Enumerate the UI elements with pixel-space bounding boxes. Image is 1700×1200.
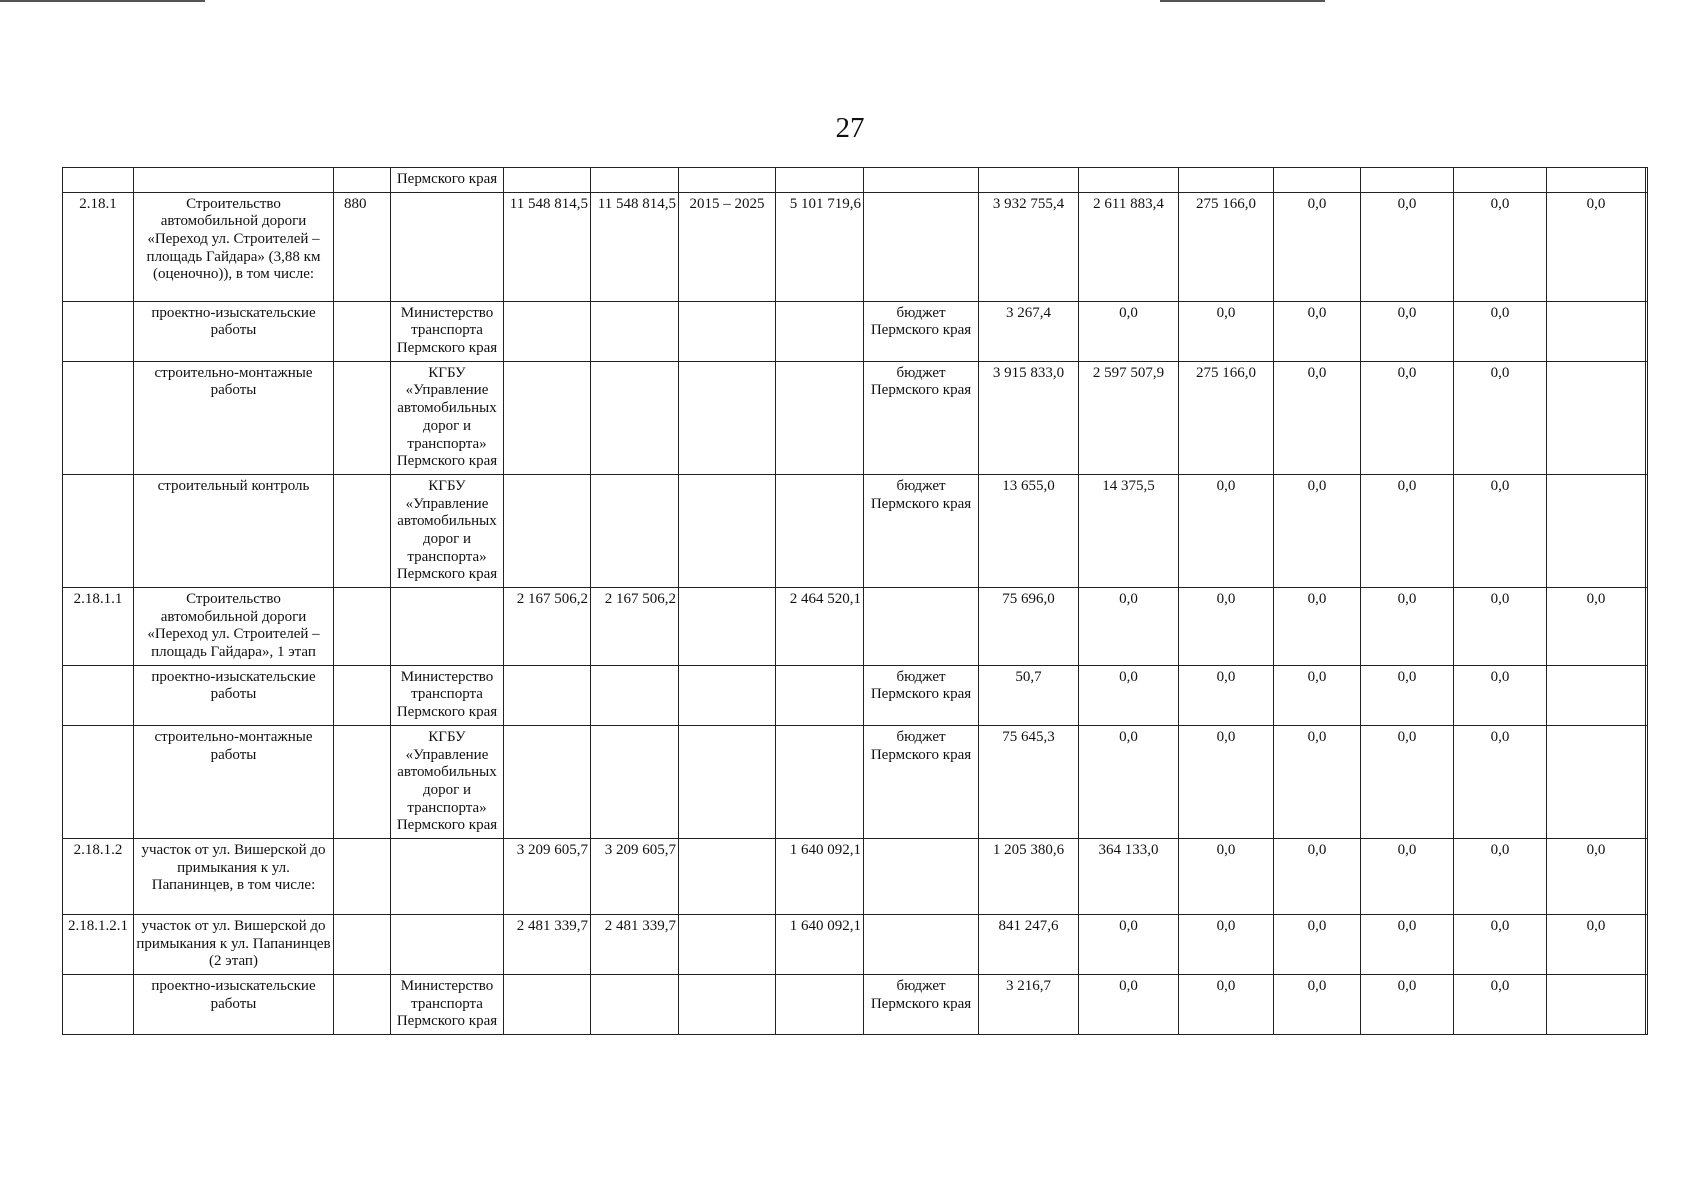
cell-y6: 0,0 (1454, 914, 1547, 974)
cell-name: проектно-изыскательские работы (134, 665, 334, 725)
cell-name: Строительство автомобильной дороги «Переход ул. Строителей – площадь Гайдара», 1 этап (134, 588, 334, 666)
table-row (63, 838, 1648, 914)
cell-source: бюджет Пермского края (864, 665, 979, 725)
cell-number (63, 975, 134, 1035)
cell-source (864, 588, 979, 666)
cell-y2: 0,0 (1079, 914, 1179, 974)
cell-period (679, 838, 776, 914)
cell-y1: 3 267,4 (979, 301, 1079, 361)
cell-source: бюджет Пермского края (864, 975, 979, 1035)
cell-y5: 0,0 (1361, 588, 1454, 666)
cell-number (63, 168, 134, 193)
cell-y2: 0,0 (1079, 975, 1179, 1035)
cell-y6: 0,0 (1454, 301, 1547, 361)
cell-y3: 0,0 (1179, 838, 1274, 914)
cell-cost-limit: 2 167 506,2 (591, 588, 679, 666)
scan-edge-line (1160, 0, 1325, 2)
cell-y6: 0,0 (1454, 838, 1547, 914)
cell-y7 (1547, 665, 1646, 725)
cell-edge (1646, 474, 1648, 587)
cell-y3: 0,0 (1179, 474, 1274, 587)
cell-cost-total (504, 361, 591, 474)
cell-y2 (1079, 168, 1179, 193)
cell-cost-limit: 2 481 339,7 (591, 914, 679, 974)
table-row (63, 301, 1648, 361)
cell-number (63, 301, 134, 361)
cell-code (334, 474, 391, 587)
cell-name: строительно-монтажные работы (134, 361, 334, 474)
cell-spent: 2 464 520,1 (776, 588, 864, 666)
cell-cost-limit: 11 548 814,5 (591, 192, 679, 301)
cell-name: строительный контроль (134, 474, 334, 587)
cell-y2: 364 133,0 (1079, 838, 1179, 914)
cell-cost-limit (591, 301, 679, 361)
cell-cost-total (504, 725, 591, 838)
cell-source: бюджет Пермского края (864, 301, 979, 361)
cell-y3: 0,0 (1179, 301, 1274, 361)
cell-executor (391, 838, 504, 914)
cell-spent: 1 640 092,1 (776, 838, 864, 914)
cell-y2: 0,0 (1079, 588, 1179, 666)
cell-y3: 275 166,0 (1179, 361, 1274, 474)
cell-edge (1646, 975, 1648, 1035)
cell-cost-limit (591, 168, 679, 193)
cell-spent (776, 474, 864, 587)
cell-number: 2.18.1.1 (63, 588, 134, 666)
cell-edge (1646, 301, 1648, 361)
cell-y2: 0,0 (1079, 665, 1179, 725)
cell-y7 (1547, 725, 1646, 838)
cell-y1: 3 932 755,4 (979, 192, 1079, 301)
table-row (63, 588, 1648, 666)
cell-number (63, 474, 134, 587)
cell-y6: 0,0 (1454, 361, 1547, 474)
cell-y4: 0,0 (1274, 665, 1361, 725)
cell-spent (776, 725, 864, 838)
scan-edge-line (0, 0, 205, 2)
cell-cost-total: 2 167 506,2 (504, 588, 591, 666)
cell-number (63, 665, 134, 725)
cell-period (679, 725, 776, 838)
cell-code (334, 838, 391, 914)
cell-y3: 0,0 (1179, 665, 1274, 725)
cell-y1: 1 205 380,6 (979, 838, 1079, 914)
cell-executor: КГБУ «Управление автомобильных дорог и транспорта» Пермского края (391, 474, 504, 587)
cell-y3: 0,0 (1179, 914, 1274, 974)
cell-y2: 0,0 (1079, 301, 1179, 361)
cell-name: проектно-изыскательские работы (134, 975, 334, 1035)
cell-y6: 0,0 (1454, 474, 1547, 587)
cell-y2: 0,0 (1079, 725, 1179, 838)
cell-y6 (1454, 168, 1547, 193)
cell-y7: 0,0 (1547, 838, 1646, 914)
cell-y3 (1179, 168, 1274, 193)
cell-executor: Пермского края (391, 168, 504, 193)
cell-edge (1646, 838, 1648, 914)
cell-y7: 0,0 (1547, 588, 1646, 666)
cell-y1: 75 696,0 (979, 588, 1079, 666)
cell-y7 (1547, 975, 1646, 1035)
cell-y3: 0,0 (1179, 588, 1274, 666)
cell-executor (391, 914, 504, 974)
cell-y5: 0,0 (1361, 665, 1454, 725)
cell-y1: 75 645,3 (979, 725, 1079, 838)
cell-y1: 841 247,6 (979, 914, 1079, 974)
cell-cost-total: 11 548 814,5 (504, 192, 591, 301)
cell-code: 880 (334, 192, 391, 301)
cell-cost-limit (591, 975, 679, 1035)
cell-cost-total (504, 301, 591, 361)
cell-cost-limit (591, 725, 679, 838)
cell-y3: 275 166,0 (1179, 192, 1274, 301)
cell-y4: 0,0 (1274, 361, 1361, 474)
cell-name: проектно-изыскательские работы (134, 301, 334, 361)
cell-cost-total (504, 474, 591, 587)
cell-y4: 0,0 (1274, 474, 1361, 587)
page-number: 27 (835, 112, 865, 144)
cell-spent (776, 975, 864, 1035)
cell-spent: 1 640 092,1 (776, 914, 864, 974)
cell-y4: 0,0 (1274, 301, 1361, 361)
cell-executor: Министерство транспорта Пермского края (391, 301, 504, 361)
cell-name: участок от ул. Вишерской до примыкания к ул. Папанинцев, в том числе: (134, 838, 334, 914)
cell-y4: 0,0 (1274, 838, 1361, 914)
cell-y5: 0,0 (1361, 192, 1454, 301)
cell-y7 (1547, 474, 1646, 587)
cell-code (334, 975, 391, 1035)
table-row (63, 665, 1648, 725)
cell-code (334, 588, 391, 666)
cell-name: Строительство автомобильной дороги «Переход ул. Строителей – площадь Гайдара» (3,88 км (оценочно)), в том числе: (134, 192, 334, 301)
cell-cost-limit (591, 361, 679, 474)
cell-y4: 0,0 (1274, 588, 1361, 666)
cell-edge (1646, 588, 1648, 666)
cell-cost-total: 3 209 605,7 (504, 838, 591, 914)
cell-edge (1646, 361, 1648, 474)
cell-cost-limit (591, 665, 679, 725)
cell-period (679, 168, 776, 193)
cell-source (864, 914, 979, 974)
cell-period: 2015 – 2025 (679, 192, 776, 301)
cell-name: строительно-монтажные работы (134, 725, 334, 838)
cell-code (334, 725, 391, 838)
cell-cost-total: 2 481 339,7 (504, 914, 591, 974)
cell-y5: 0,0 (1361, 725, 1454, 838)
cell-y6: 0,0 (1454, 975, 1547, 1035)
cell-executor (391, 192, 504, 301)
cell-y3: 0,0 (1179, 975, 1274, 1035)
cell-y1: 50,7 (979, 665, 1079, 725)
cell-period (679, 301, 776, 361)
cell-number (63, 725, 134, 838)
cell-y2: 2 597 507,9 (1079, 361, 1179, 474)
cell-period (679, 588, 776, 666)
cell-period (679, 914, 776, 974)
cell-cost-limit (591, 474, 679, 587)
cell-y5: 0,0 (1361, 301, 1454, 361)
cell-cost-total (504, 665, 591, 725)
cell-y6: 0,0 (1454, 725, 1547, 838)
cell-spent (776, 301, 864, 361)
cell-y4 (1274, 168, 1361, 193)
cell-y2: 2 611 883,4 (1079, 192, 1179, 301)
cell-edge (1646, 192, 1648, 301)
cell-source (864, 192, 979, 301)
cell-y5: 0,0 (1361, 361, 1454, 474)
cell-executor: Министерство транспорта Пермского края (391, 665, 504, 725)
cell-y1: 13 655,0 (979, 474, 1079, 587)
cell-edge (1646, 725, 1648, 838)
table-row (63, 914, 1648, 974)
cell-edge (1646, 665, 1648, 725)
cell-y5: 0,0 (1361, 914, 1454, 974)
cell-executor: Министерство транспорта Пермского края (391, 975, 504, 1035)
table-row (63, 725, 1648, 838)
cell-y7: 0,0 (1547, 192, 1646, 301)
cell-spent: 5 101 719,6 (776, 192, 864, 301)
cell-number: 2.18.1 (63, 192, 134, 301)
cell-source (864, 838, 979, 914)
cell-spent (776, 168, 864, 193)
cell-y4: 0,0 (1274, 725, 1361, 838)
cell-y7 (1547, 168, 1646, 193)
budget-table (62, 167, 1648, 1035)
cell-executor: КГБУ «Управление автомобильных дорог и транспорта» Пермского края (391, 725, 504, 838)
table-row (63, 192, 1648, 301)
cell-period (679, 361, 776, 474)
cell-y5: 0,0 (1361, 975, 1454, 1035)
cell-cost-limit: 3 209 605,7 (591, 838, 679, 914)
cell-code (334, 168, 391, 193)
cell-spent (776, 361, 864, 474)
cell-y5 (1361, 168, 1454, 193)
cell-y3: 0,0 (1179, 725, 1274, 838)
cell-y2: 14 375,5 (1079, 474, 1179, 587)
cell-executor: КГБУ «Управление автомобильных дорог и транспорта» Пермского края (391, 361, 504, 474)
cell-y7: 0,0 (1547, 914, 1646, 974)
cell-code (334, 361, 391, 474)
cell-y4: 0,0 (1274, 975, 1361, 1035)
cell-number: 2.18.1.2.1 (63, 914, 134, 974)
cell-code (334, 301, 391, 361)
cell-period (679, 665, 776, 725)
cell-source: бюджет Пермского края (864, 725, 979, 838)
table-row (63, 975, 1648, 1035)
cell-y6: 0,0 (1454, 665, 1547, 725)
cell-y5: 0,0 (1361, 838, 1454, 914)
cell-y6: 0,0 (1454, 192, 1547, 301)
cell-executor (391, 588, 504, 666)
cell-code (334, 665, 391, 725)
table-row (63, 168, 1648, 193)
cell-y7 (1547, 361, 1646, 474)
cell-source: бюджет Пермского края (864, 361, 979, 474)
cell-source: бюджет Пермского края (864, 474, 979, 587)
cell-y4: 0,0 (1274, 192, 1361, 301)
table-row (63, 361, 1648, 474)
cell-y1: 3 216,7 (979, 975, 1079, 1035)
cell-y1: 3 915 833,0 (979, 361, 1079, 474)
cell-name: участок от ул. Вишерской до примыкания к ул. Папанинцев (2 этап) (134, 914, 334, 974)
table-row (63, 474, 1648, 587)
cell-name (134, 168, 334, 193)
cell-number (63, 361, 134, 474)
cell-cost-total (504, 975, 591, 1035)
cell-code (334, 914, 391, 974)
cell-edge (1646, 914, 1648, 974)
cell-cost-total (504, 168, 591, 193)
cell-number: 2.18.1.2 (63, 838, 134, 914)
cell-y1 (979, 168, 1079, 193)
cell-source (864, 168, 979, 193)
cell-y6: 0,0 (1454, 588, 1547, 666)
cell-spent (776, 665, 864, 725)
cell-y7 (1547, 301, 1646, 361)
cell-edge (1646, 168, 1648, 193)
cell-period (679, 474, 776, 587)
cell-y4: 0,0 (1274, 914, 1361, 974)
cell-y5: 0,0 (1361, 474, 1454, 587)
cell-period (679, 975, 776, 1035)
